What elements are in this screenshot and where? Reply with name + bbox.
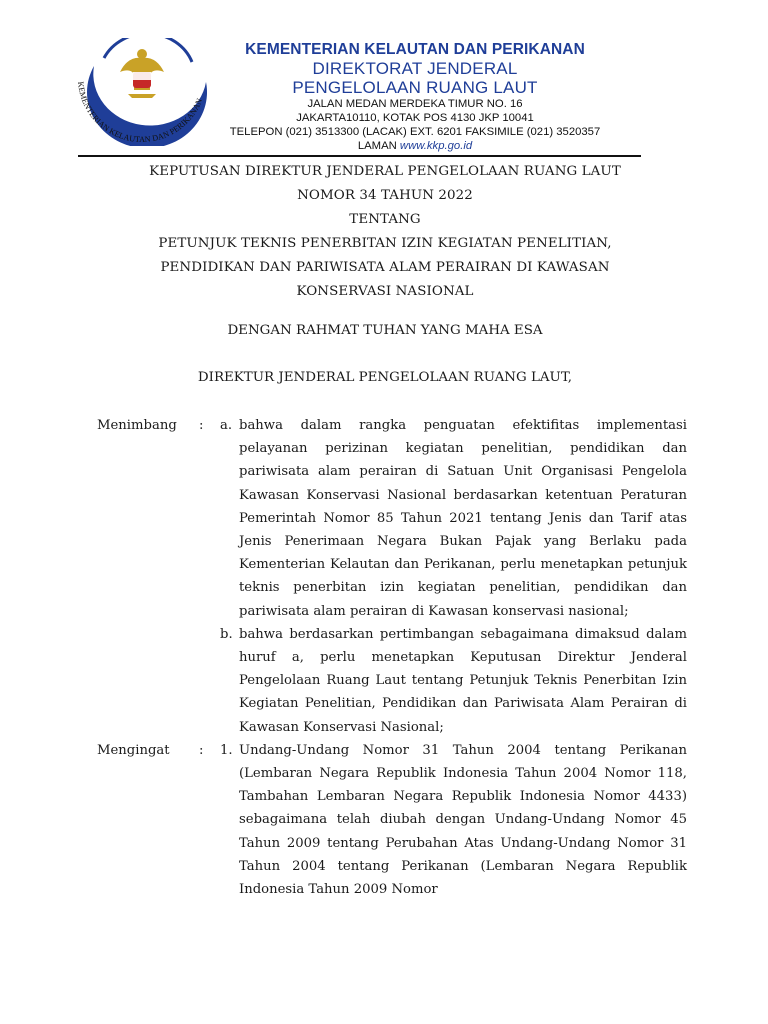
directorate-line1: DIREKTORAT JENDERAL [312, 59, 518, 78]
phone-fax: TELEPON (021) 3513300 (LACAK) EXT. 6201 FAKSIMILE (021) 3520357 [229, 126, 601, 138]
address-line1: JALAN MEDAN MERDEKA TIMUR NO. 16 [307, 98, 523, 110]
official-title: DIREKTUR JENDERAL PENGELOLAAN RUANG LAUT, [197, 370, 573, 385]
title-subject1: PETUNJUK TEKNIS PENERBITAN IZIN KEGIATAN PENELITIAN, [158, 236, 612, 251]
title-subject3: KONSERVASI NASIONAL [296, 284, 474, 299]
title-number: NOMOR 34 TAHUN 2022 [297, 188, 473, 203]
ministry-logo [64, 38, 216, 146]
list-item [97, 623, 687, 739]
item-text: bahwa dalam rangka penguatan efektifitas implementasi pelayanan perizinan kegiatan penelitian, pendidikan dan pariwisata alam perairan di Satuan Unit Organisasi Pengelola Kawasan Konservasi Nasional berdasarkan ketentuan Peraturan Pemerintah Nomor 85 Tahun 2021 tentang Jenis dan Tarif atas Jenis Penerimaan Negara Bukan Pajak yang Berlaku pada Kementerian Kelautan dan Perikanan, perlu menetapkan petunjuk teknis penerbitan izin kegiatan penelitian, pendidikan dan pariwisata alam perairan di Kawasan konservasi nasional; [239, 418, 687, 619]
menimbang-colon: : [199, 418, 204, 433]
item-marker: a. [220, 418, 233, 433]
decree-body [97, 414, 687, 901]
menimbang-section [97, 414, 687, 739]
decree-title [60, 160, 710, 304]
mengingat-label: Mengingat [97, 742, 170, 758]
list-item [97, 414, 687, 623]
item-text: bahwa berdasarkan pertimbangan sebagaimana dimaksud dalam huruf a, perlu menetapkan Keputusan Direktur Jenderal Pengelolaan Ruang Laut tentang Petunjuk Teknis Penerbitan Izin Kegiatan Penelitian, Pendidikan dan Pariwisata Alam Perairan di Kawasan Konservasi Nasional; [239, 626, 687, 735]
logo-ring-text: KEMENTERIAN KELAUTAN DAN PERIKANAN [76, 81, 205, 145]
item-marker: 1. [220, 742, 233, 758]
title-line1: KEPUTUSAN DIREKTUR JENDERAL PENGELOLAAN RUANG LAUT [149, 164, 621, 179]
title-tentang: TENTANG [349, 212, 421, 227]
mengingat-colon: : [199, 742, 204, 758]
list-item [97, 739, 687, 901]
item-text: Undang-Undang Nomor 31 Tahun 2004 tentang Perikanan (Lembaran Negara Republik Indonesia Tahun 2004 Nomor 118, Tambahan Lembaran Negara Republik Indonesia Nomor 4433) sebagaimana telah diubah dengan Undang-Undang Nomor 45 Tahun 2009 tentang Perubahan Atas Undang-Undang Nomor 31 Tahun 2004 tentang Perikanan (Lembaran Negara Republik Indonesia Tahun 2009 Nomor [239, 742, 687, 898]
item-marker: b. [220, 626, 233, 642]
letterhead-divider [78, 155, 641, 157]
menimbang-label: Menimbang [97, 418, 177, 433]
title-subject2: PENDIDIKAN DAN PARIWISATA ALAM PERAIRAN DI KAWASAN [160, 260, 610, 275]
address-line2: JAKARTA10110, KOTAK POS 4130 JKP 10041 [296, 112, 534, 124]
letterhead [205, 40, 625, 153]
directorate-line2: PENGELOLAAN RUANG LAUT [292, 78, 538, 97]
ministry-name: KEMENTERIAN KELAUTAN DAN PERIKANAN [245, 41, 585, 58]
blessing: DENGAN RAHMAT TUHAN YANG MAHA ESA [227, 323, 543, 338]
website-label: LAMAN [357, 140, 397, 152]
website-link[interactable]: www.kkp.go.id [399, 140, 473, 152]
mengingat-section [97, 739, 687, 901]
website-line [205, 139, 625, 153]
